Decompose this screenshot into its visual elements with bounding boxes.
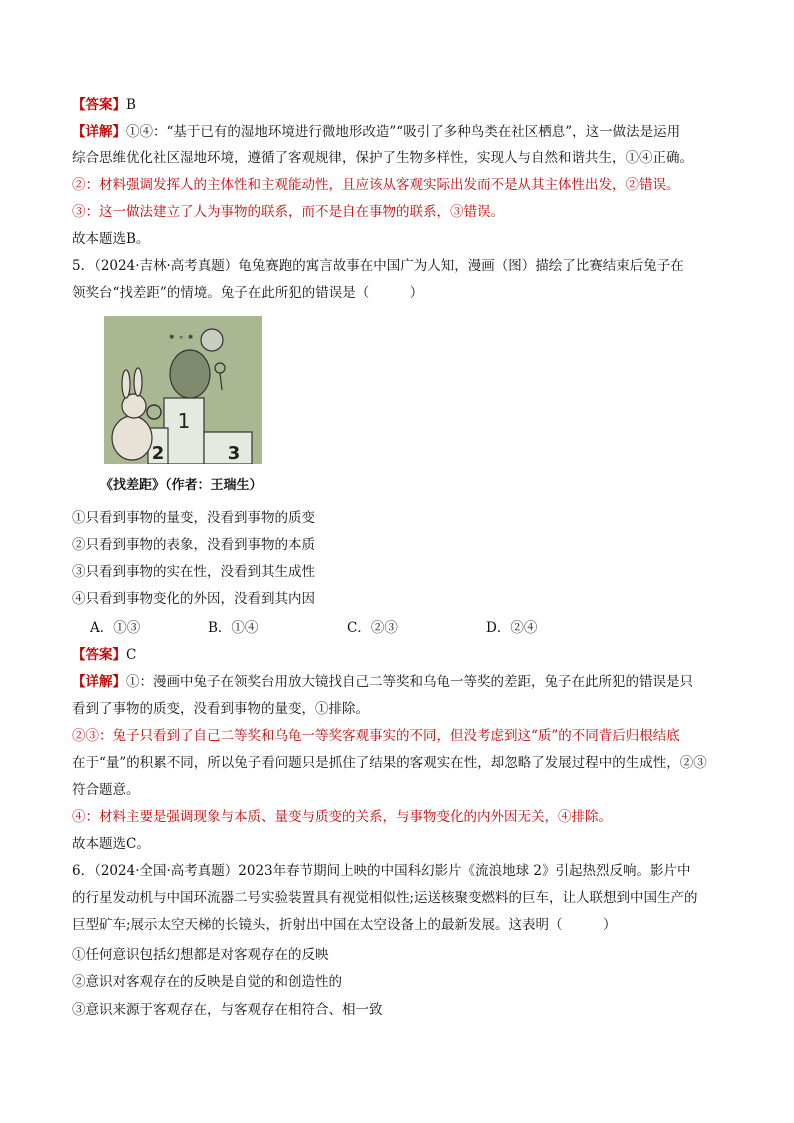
q4-explain-text-1: ①④：“基于已有的湿地环境进行微地形改造”“吸引了多种鸟类在社区栖息”，这一做法是运用 (126, 124, 681, 140)
q4-answer-line (72, 95, 732, 115)
explain-tag: 【详解】 (72, 124, 126, 140)
q5-stem-line-2: 领奖台“找差距”的情境。兔子在此所犯的错误是（ ） (72, 285, 424, 301)
q6-stem-line-2: 的行星发动机与中国环流器二号实验装置具有视觉相似性;运送核聚变燃料的巨车，让人联想到中国生产的 (72, 890, 698, 906)
q5-item-2: ②只看到事物的表象，没看到事物的本质 (72, 537, 315, 553)
answer-tag: 【答案】 (72, 97, 126, 113)
q4-answer: B (126, 97, 136, 113)
turtle-head (201, 329, 223, 351)
q5-item-1: ①只看到事物的量变，没看到事物的质变 (72, 510, 315, 526)
q5-conclusion: 故本题选C。 (72, 836, 150, 852)
q5-explain-text-1: ①：漫画中兔子在领奖台用放大镜找自己二等奖和乌龟一等奖的差距，兔子在此所犯的错误是只 (126, 674, 693, 690)
figure-caption: 《找差距》（作者：王瑞生） (100, 478, 263, 493)
cartoon-figure (104, 316, 262, 464)
q5-stem-line-1: 5．（2024·吉林·高考真题）龟兔赛跑的寓言故事在中国广为人知，漫画（图）描绘了比赛结束后兔子在 (72, 258, 684, 274)
q5-option-b[interactable]: B．①④ (208, 620, 259, 636)
q6-item-3: ③意识来源于客观存在，与客观存在相符合、相一致 (72, 1002, 383, 1018)
q6-stem-line-1: 6．（2024·全国·高考真题）2023年春节期间上映的中国科幻影片《流浪地球 2》引起热烈反响。影片中 (72, 863, 691, 879)
q4-explain-line-1 (72, 122, 732, 142)
podium-number-3: 3 (227, 443, 241, 464)
q5-option-c[interactable]: C．②③ (347, 620, 398, 636)
q5-explain-line-5: 符合题意。 (72, 782, 140, 798)
podium-number-2: 2 (151, 443, 165, 464)
rabbit-ear-left (122, 370, 130, 398)
q4-explain-line-3: ②：材料强调发挥人的主体性和主观能动性，且应该从客观实际出发而不是从其主体性出发，②错误。 (72, 177, 680, 193)
turtle-shell (170, 350, 210, 398)
q4-conclusion: 故本题选B。 (72, 231, 150, 247)
rabbit-body (112, 416, 152, 460)
q5-explain-line-4: 在于“量”的积累不同，所以兔子看问题只是抓住了结果的客观实在性，却忽略了发展过程中的生成性，②③ (72, 755, 707, 771)
q6-item-2: ②意识对客观存在的反映是自觉的和创造性的 (72, 974, 342, 990)
q5-item-4: ④只看到事物变化的外因，没看到其内因 (72, 591, 315, 607)
q6-stem-line-3: 巨型矿车;展示太空天梯的长镜头，折射出中国在太空设备上的最新发展。这表明（ ） (72, 917, 617, 933)
q5-option-a[interactable]: A．①③ (90, 620, 141, 636)
q5-option-d[interactable]: D．②④ (486, 620, 538, 636)
answer-tag: 【答案】 (72, 647, 126, 663)
q5-explain-line-2: 看到了事物的质变，没看到事物的量变，①排除。 (72, 701, 369, 717)
q6-item-1: ①任何意识包括幻想都是对客观存在的反映 (72, 947, 329, 963)
sweat-marks: ⁕ ∘ ⁕ (168, 333, 195, 343)
q5-explain-line-1 (72, 672, 732, 692)
q4-explain-line-2: 综合思维优化社区湿地环境，遵循了客观规律，保护了生物多样性，实现人与自然和谐共生，①④正确。 (72, 150, 693, 166)
explain-tag: 【详解】 (72, 674, 126, 690)
q5-explain-line-3: ②③：兔子只看到了自己二等奖和乌龟一等奖客观事实的不同，但没考虑到这“质”的不同背后归根结底 (72, 728, 680, 744)
q5-answer-line (72, 645, 732, 665)
q5-explain-line-6: ④：材料主要是强调现象与本质、量变与质变的关系，与事物变化的内外因无关，④排除。 (72, 809, 612, 825)
podium-number-1: 1 (177, 409, 191, 433)
rabbit-ear-right (134, 368, 142, 396)
q5-answer: C (126, 647, 137, 663)
q5-item-3: ③只看到事物的实在性，没看到其生成性 (72, 564, 315, 580)
q4-explain-line-4: ③：这一做法建立了人为事物的联系，而不是自在事物的联系，③错误。 (72, 204, 504, 220)
